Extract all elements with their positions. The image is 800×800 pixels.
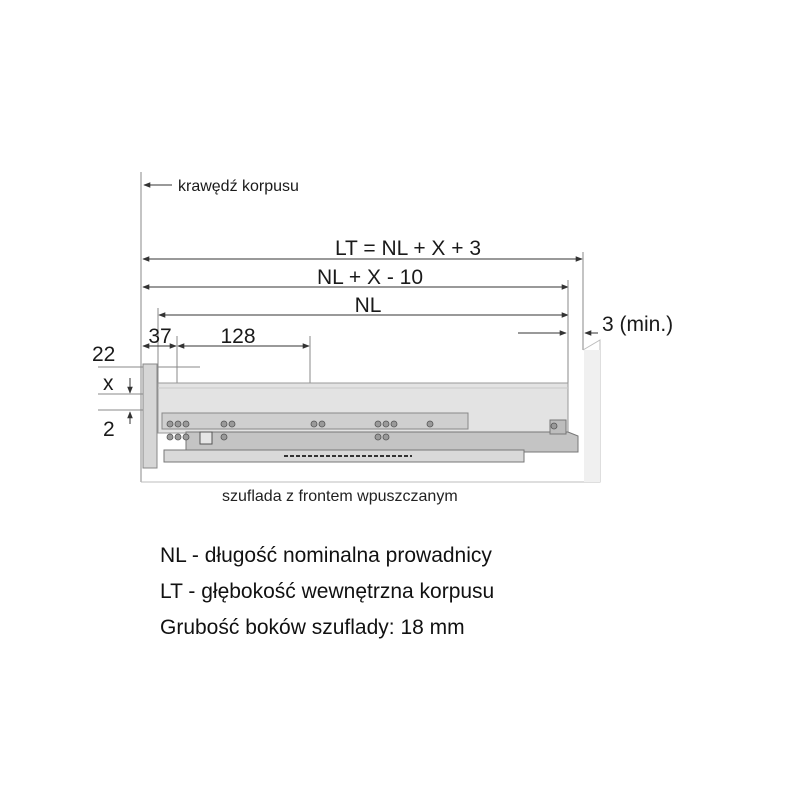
legend [160, 538, 494, 646]
d128-label: 128 [220, 325, 256, 348]
dx-label: x [103, 372, 114, 395]
legend-item-thickness: Grubość boków szuflady: 18 mm [160, 616, 465, 639]
edge-label: krawędź korpusu [178, 178, 299, 195]
d22-label: 22 [92, 343, 116, 366]
slide-rail-middle [186, 432, 578, 452]
legend-item-nl: NL - długość nominalna prowadnicy [160, 544, 492, 567]
nl-label: NL [354, 294, 382, 317]
nlx-formula-label: NL + X - 10 [316, 266, 424, 289]
drawer-front [143, 364, 157, 468]
lt-formula-label: LT = NL + X + 3 [334, 237, 482, 260]
d37-label: 37 [148, 325, 172, 348]
drawer-caption: szuflada z frontem wpuszczanym [222, 488, 458, 505]
rail-latch [200, 432, 212, 444]
d2-label: 2 [103, 418, 115, 441]
cabinet-inner-shade [584, 350, 600, 482]
gap-min-label: 3 (min.) [602, 313, 674, 336]
legend-item-lt: LT - głębokość wewnętrzna korpusu [160, 580, 495, 603]
